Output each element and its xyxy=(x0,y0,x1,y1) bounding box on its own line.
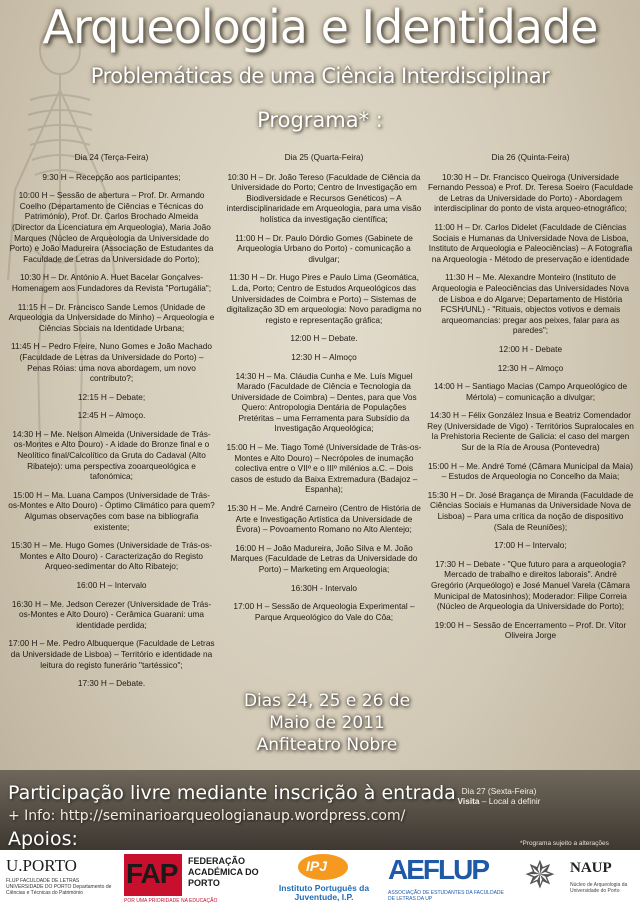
program-entry: 17:30 H – Debate. xyxy=(77,678,146,689)
program-entry: 16:30H - Intervalo xyxy=(291,582,357,593)
ipj-name: Instituto Português da Juventude, I.P. xyxy=(278,883,370,902)
program-entry: 17:00 H – Sessão de Arqueologia Experimental – Parque Arqueológico do Vale do Côa; xyxy=(233,601,415,622)
program-entry: 11:30 H – Dr. Hugo Pires e Paulo Lima (Geomática, L.da, Porto; Centro de Estudos Arqueológicos das Universidades de Coimbra e Porto) – Sistemas de digitalização 3D em arqueologia: Novo paradigma no registo e representação gráfica; xyxy=(226,272,422,325)
program-entry: 10:30 H – Dr. João Tereso (Faculdade de Ciência da Universidade do Porto; Centro de Investigação em Biodiversidade e Recursos Genéticos) – A interdisciplinaridade em Arqueologia, para uma visão holística da investigação científica; xyxy=(226,171,422,224)
poster-subtitle: Problemáticas de uma Ciência Interdisciplinar xyxy=(90,64,550,88)
day-heading: Dia 26 (Quinta-Feira) xyxy=(491,152,570,162)
program-entry: 9:30 H – Recepção aos participantes; xyxy=(42,171,181,182)
program-entry: 14:30 H – Félix González Insua e Beatriz Comendador Rey (Universidade de Vigo) - Territórios Supralocales en la Prehistoria Reciente de Galicia: el caso del margen Sur de la Ría de Arousa (Pontevedra) xyxy=(427,410,634,453)
uporto-subtitle: FLUP FACULDADE DE LETRAS UNIVERSIDADE DO PORTO Departamento de Ciências e Técnicas do Património xyxy=(6,878,112,896)
program-entry: 11:00 H – Dr. Carlos Didelet (Faculdade de Ciências Sociais e Humanas da Universidade Nova de Lisboa, Instituto de Arqueologia e Paleociências) – A Fotografia na Arqueologia - Método de preservação e identidade xyxy=(428,221,633,264)
apoios-heading: Apoios: xyxy=(8,828,78,850)
event-dates xyxy=(222,690,432,756)
program-entry: 12:30 H – Almoço xyxy=(497,362,564,373)
program-entry: 15:30 H – Me. Hugo Gomes (Universidade de Trás-os-Montes e Alto Douro) - Caracterização do Registo Arqueo-sedimentar do Alto Ribatejo; xyxy=(10,540,213,572)
aeflup-logo[interactable] xyxy=(386,852,510,903)
program-entry: 16:00 H – João Madureira, João Silva e M. João Marques (Faculdade de Letras da Universidade do Porto) – Marketing em Arqueologia; xyxy=(230,542,418,574)
program-entry: 14:00 H – Santiago Macias (Campo Arqueológico de Mértola) – comunicação a divulgar; xyxy=(433,381,628,402)
program-entry: 15:00 H – Me. Tiago Tomé (Universidade de Trás-os-Montes e Alto Douro) – Necrópoles de inumação colectiva entre o VIIº e o IIIº milénios a.C. – Dois casos de estudo da Baixa Extremadura (Badajoz – Espanha); xyxy=(226,442,422,495)
program-entry: 10:00 H – Sessão de abertura – Prof. Dr. Armando Coelho (Departamento de Ciências e Técnicas do Património), Prof. Dr. Carlos Brochado Almeida (Director da Licenciatura em Arqueologia), Maria João Marques (Núcleo de Arqueologia da Universidade do Porto) e João Madureira (Associação de Estudantes da Faculdade de Letras da Universidade do Porto); xyxy=(9,190,214,264)
program-entry: 12:45 H – Almoço. xyxy=(77,410,146,421)
uporto-logo[interactable] xyxy=(2,852,118,903)
visit-info xyxy=(424,786,574,806)
visit-text: – Local a definir xyxy=(479,796,541,806)
sponsor-logos xyxy=(0,850,640,905)
participation-text: Participação livre mediante inscrição à entrada xyxy=(8,782,456,804)
naup-subtitle: Núcleo de Arqueologia da Universidade do Porto xyxy=(570,882,628,894)
uporto-name: U.PORTO xyxy=(6,856,77,875)
aeflup-mark: AEFLUP xyxy=(388,854,488,885)
program-entry: 10:30 H – Dr. António A. Huet Bacelar Gonçalves- Homenagem aos Fundadores da Revista "Portugália"; xyxy=(11,272,212,293)
program-entry: 15:00 H – Me. André Tomé (Câmara Municipal da Maia) – Estudos de Arqueologia no Concelho da Maia; xyxy=(427,460,634,482)
program-entry: 14:30 H – Me. Nelson Almeida (Universidade de Trás-os-Montes e Alto Douro) - A idade do Bronze final e o Neolítico final/Calcolítico da Gruta do Cadaval (Alto Ribatejo): uma perspectiva zooarqueológica e tafonómica; xyxy=(12,428,211,482)
program-entry: 15:30 H – Me. André Carneiro (Centro de História de Arte e Investigação Artística da Universidade de Évora) – Povoamento Romano no Alto Alentejo; xyxy=(227,503,421,535)
compass-star-icon: ✵ xyxy=(524,855,556,897)
program-entry: 15:00 H – Ma. Luana Campos (Universidade de Trás-os-Montes e Alto Douro) - Óptimo Climático para quem? Algumas observações com base na bibliografia existente; xyxy=(8,489,215,532)
ipj-logo[interactable] xyxy=(268,852,380,903)
fap-letters: FAP xyxy=(126,858,178,889)
visit-heading: Dia 27 (Sexta-Feira) xyxy=(461,786,537,796)
program-entry: 19:00 H – Sessão de Encerramento – Prof. Dr. Vítor Oliveira Jorge xyxy=(434,619,627,641)
day-column xyxy=(8,152,215,697)
program-entry: 11:30 H – Me. Alexandre Monteiro (Instituto de Arqueologia e Paleociências das Universidades Nova de Lisboa e do Algarve; Departamento de História FCSH/UNL) - "Rituais, objectos votivos e demais arqueomancias: pregar aos peixes, falar para as paredes"; xyxy=(432,272,629,336)
program-entry: 10:30 H – Dr. Francisco Queiroga (Universidade Fernando Pessoa) e Prof. Dr. Teresa Soeiro (Faculdade de Letras da Universidade do Porto) - Abordagem interdisciplinar do ponto de vista arqueo-etnográfico; xyxy=(427,171,634,214)
venue-text: Anfiteatro Nobre xyxy=(256,735,398,755)
program-entry: 11:45 H – Pedro Freire, Nuno Gomes e João Machado (Faculdade de Letras da Universidade do Porto) – Penas Róias: uma nova abordagem, um novo contributo?; xyxy=(11,341,212,384)
fap-name: FEDERAÇÃO ACADÉMICA DO PORTO xyxy=(188,856,259,888)
info-link[interactable]: + Info: http://seminarioarqueologianaup.wordpress.com/ xyxy=(8,808,406,824)
visit-label: Visita xyxy=(457,796,480,806)
program-entry: 16:00 H – Intervalo xyxy=(76,580,147,590)
day-column xyxy=(427,152,634,649)
dates-text: Dias 24, 25 e 26 de Maio de 2011 xyxy=(243,691,411,733)
program-entry: 12:00 H – Debate. xyxy=(290,333,358,344)
program-entry: 14:30 H – Ma. Cláudia Cunha e Me. Luís Miguel Marado (Faculdade de Ciência e Tecnologia da Universidade de Coimbra) – Dentes, para que Vos Quero: Antropologia Dentária de Populações Pretéritas – uma Ferramenta para Subsídio da Investigação Arqueológica; xyxy=(231,370,417,434)
day-column xyxy=(226,152,422,630)
program-entry: 12:00 H - Debate xyxy=(498,343,563,354)
program-entry: 17:00 H – Intervalo; xyxy=(494,540,567,551)
fap-logo[interactable] xyxy=(122,852,262,903)
aeflup-subtitle: ASSOCIAÇÃO DE ESTUDANTES DA FACULDADE DE LETRAS DA UP xyxy=(388,890,504,902)
day-heading: Dia 25 (Quarta-Feira) xyxy=(284,152,364,162)
program-entry: 11:00 H – Dr. Paulo Dórdio Gomes (Gabinete de Arqueologia Urbano do Porto) - comunicação a divulgar; xyxy=(235,232,413,264)
program-entry: 15:30 H – Dr. José Bragança de Miranda (Faculdade de Ciências Sociais e Humanas da Universidade Nova de Lisboa) – Para uma crítica da noção de dispositivo (Sala de Reuniões); xyxy=(427,489,634,532)
poster-title: Arqueologia e Identidade xyxy=(42,0,598,54)
day-heading: Dia 24 (Terça-Feira) xyxy=(74,152,149,162)
fap-slogan: POR UMA PRIORIDADE NA EDUCAÇÃO xyxy=(124,898,218,903)
naup-logo[interactable] xyxy=(518,852,638,903)
ipj-mark-text: IPJ xyxy=(306,858,328,874)
program-entry: 11:15 H – Dr. Francisco Sande Lemos (Unidade de Arqueologia da Universidade do Minho) – Arqueologia e Ciências Sociais na Identidade Urbana; xyxy=(8,301,215,333)
program-entry: 12:15 H – Debate; xyxy=(77,391,146,402)
program-entry: 17:00 H – Me. Pedro Albuquerque (Faculdade de Letras da Universidade de Lisboa) – Território e identidade na leitura do registo funerário "tartéssico"; xyxy=(8,638,215,670)
naup-name: NAUP xyxy=(570,860,612,876)
program-entry: 17:30 H – Debate - "Que futuro para a arqueologia? Mercado de trabalho e direitos laborais". André Gregório (Arqueólogo) e José Manuel Varela (Câmara Municipal de Matosinhos); Moderador: Filipe Correia (Núcleo de Arqueologia da Universidade do Porto); xyxy=(430,558,631,612)
program-entry: 16:30 H – Me. Jedson Cerezer (Universidade de Trás-os-Montes e Alto Douro) - Cerâmica Guarani: uma identidade perdida; xyxy=(11,598,212,630)
programa-heading: Programa* : xyxy=(257,108,383,132)
program-entry: 12:30 H – Almoço xyxy=(291,351,357,362)
program-note: *Programa sujeito a alterações xyxy=(520,840,609,847)
